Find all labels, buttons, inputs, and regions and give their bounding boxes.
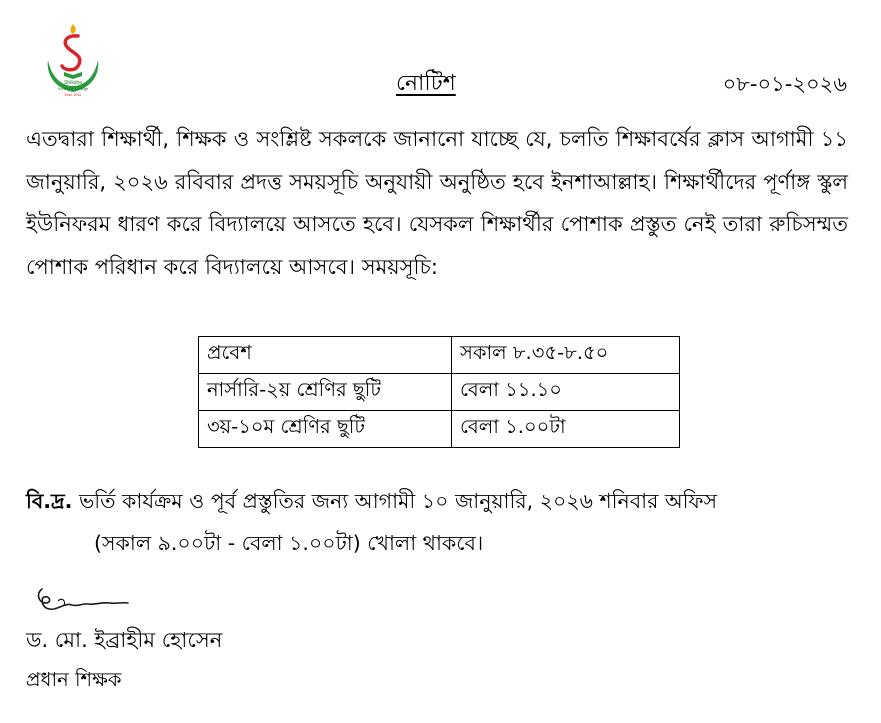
book-icon bbox=[64, 72, 82, 79]
schedule-event: ৩য়-১০ম শ্রেণির ছুটি bbox=[199, 411, 452, 448]
notice-date: ০৮-০১-২০২৬ bbox=[722, 72, 847, 96]
table-row bbox=[199, 374, 680, 411]
notice-body: এতদ্বারা শিক্ষার্থী, শিক্ষক ও সংশ্লিষ্ট সকলকে জানানো যাচ্ছে যে, চলতি শিক্ষাবর্ষের ক্লাস আগামী ১১ জানুয়ারি, ২০২৬ রবিবার প্রদত্ত সময়সূচি অনুযায়ী অনুষ্ঠিত হবে ইনশাআল্লাহ। শিক্ষার্থীদের পূর্ণাঙ্গ স্কুল ইউনিফরম ধারণ করে বিদ্যালয়ে আসতে হবে। যেসকল শিক্ষার্থীর পোশাক প্রস্তুত নেই তারা রুচিসম্মত পোশাক পরিধান করে বিদ্যালয়ে আসবে। সময়সূচি: bbox=[26, 127, 848, 279]
table-row bbox=[199, 411, 680, 448]
logo-text-subtitle: School & College bbox=[57, 86, 89, 91]
schedule-time: সকাল ৮.৩৫-৮.৫০ bbox=[452, 337, 680, 374]
signer-name: ড. মো. ইব্রাহীম হোসেন bbox=[26, 628, 223, 652]
note-line-2: (সকাল ৯.০০টা - বেলা ১.০০টা) খোলা থাকবে। bbox=[94, 531, 484, 555]
schedule-event: নার্সারি-২য় শ্রেণির ছুটি bbox=[199, 374, 452, 411]
notice-title: নোটিশ bbox=[396, 71, 456, 96]
schedule-table bbox=[198, 336, 680, 448]
school-logo bbox=[44, 22, 102, 100]
schedule-time: বেলা ১১.১০ bbox=[452, 374, 680, 411]
signature-image bbox=[32, 583, 132, 617]
swirl-icon bbox=[62, 36, 80, 70]
note-line-1: ভর্তি কার্যক্রম ও পূর্ব প্রস্তুতির জন্য আগামী ১০ জানুয়ারি, ২০২৬ শনিবার অফিস bbox=[72, 489, 718, 513]
note-section bbox=[26, 480, 856, 564]
logo-text-estd: Estd: 2012 bbox=[64, 93, 82, 97]
table-row bbox=[199, 337, 680, 374]
signer-designation: প্রধান শিক্ষক bbox=[26, 668, 122, 691]
flame-icon bbox=[70, 24, 75, 34]
schedule-event: প্রবেশ bbox=[199, 337, 452, 374]
schedule-time: বেলা ১.০০টা bbox=[452, 411, 680, 448]
note-label: বি.দ্র. bbox=[26, 489, 73, 513]
logo-text-name: Shiksha bbox=[64, 80, 82, 86]
